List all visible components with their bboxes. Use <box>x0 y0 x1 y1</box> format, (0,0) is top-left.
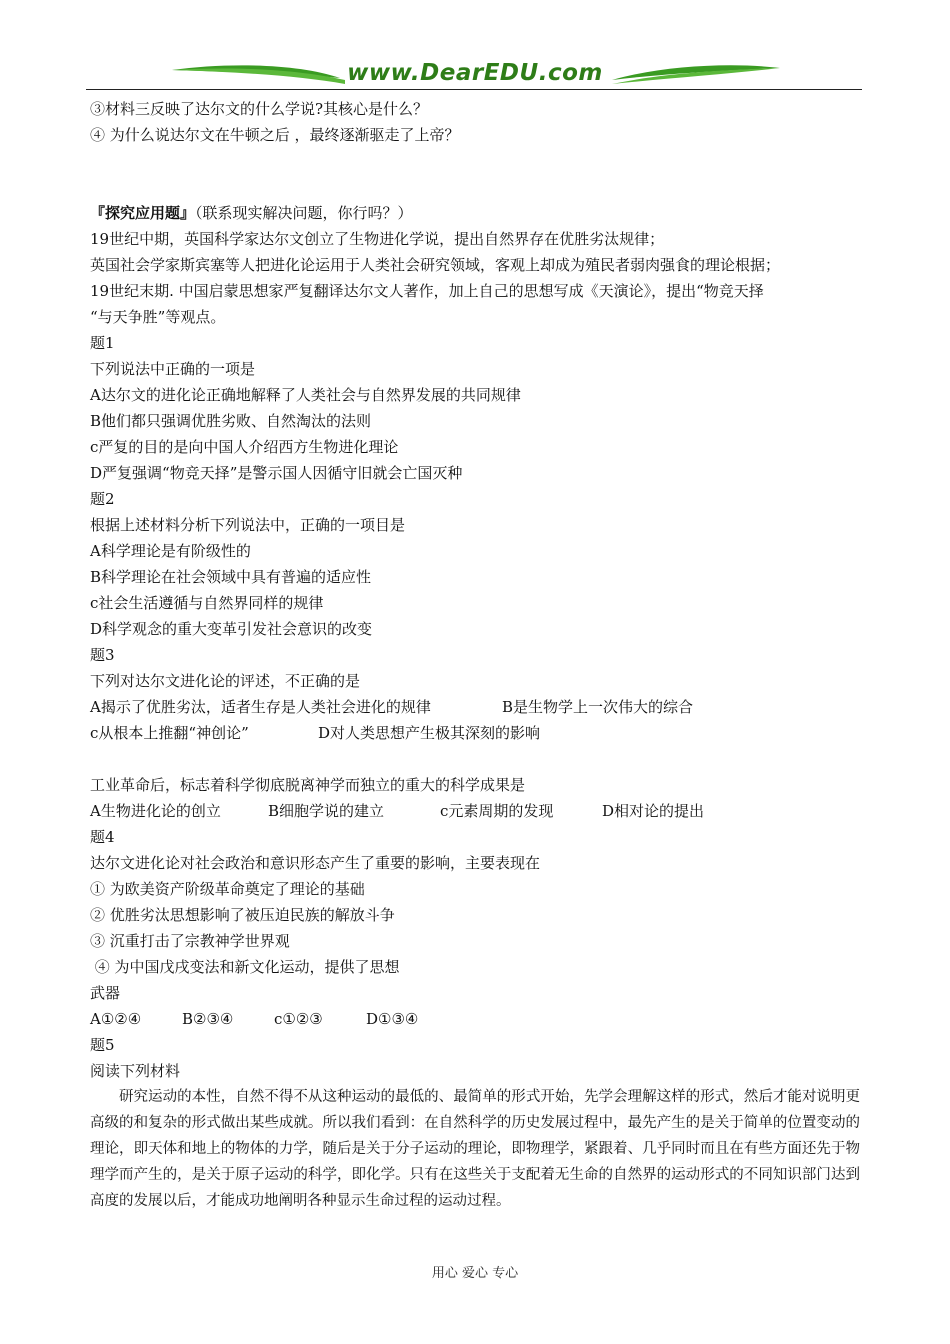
question-4-label: 题4 <box>90 828 115 846</box>
question-5-stem: 阅读下列材料 <box>90 1062 181 1080</box>
question-5-material <box>90 1084 860 1214</box>
question-2-option-a: A科学理论是有阶级性的 <box>90 542 251 560</box>
question-1-option-a: A达尔文的进化论正确地解释了人类社会与自然界发展的共同规律 <box>90 386 521 404</box>
extra-option-b: B细胞学说的建立 <box>268 802 385 820</box>
question-4-option-a: A①②④ <box>90 1010 142 1028</box>
question-3-label: 题3 <box>90 646 115 664</box>
question-3-option-a: A揭示了优胜劣汰，适者生存是人类社会进化的规律 <box>90 698 431 716</box>
question-4-item: ② 优胜劣汰思想影响了被压迫民族的解放斗争 <box>90 906 395 924</box>
question-4-item: 武器 <box>90 984 121 1002</box>
section-title: 『探究应用题』 <box>90 204 196 222</box>
question-1-option-d: D严复强调“物竞天择”是警示国人因循守旧就会亡国灭种 <box>90 464 463 482</box>
page-header <box>0 0 950 100</box>
question-4-stem: 达尔文进化论对社会政治和意识形态产生了重要的影响，主要表现在 <box>90 854 541 872</box>
question-4-item: ④ 为中国戊戌变法和新文化运动，提供了思想 <box>90 958 400 976</box>
question-3-options-row-2 <box>90 720 870 746</box>
material-paragraph: 研究运动的本性，自然不得不从这种运动的最低的、最简单的形式开始，先学会理解这样的形式，然后才能对说明更高级的和复杂的形式做出某些成就。所以我们看到：在自然科学的历史发展过程中，最先产生的是关于简单的位置变动的理论，即天体和地上的物体的力学，随后是关于分子运动的理论，即物理学，紧跟着、几乎同时而且在有些方面还先于物理学而产生的，是关于原子运动的科学，即化学。只有在这些关于支配着无生命的自然界的运动形式的不同知识部门达到高度的发展以后，才能成功地阐明各种显示生命过程的运动过程。 <box>90 1089 860 1209</box>
question-4-item: ① 为欧美资产阶级革命奠定了理论的基础 <box>90 880 365 898</box>
header-divider <box>86 89 862 90</box>
question-2-label: 题2 <box>90 490 115 508</box>
background-line: 19世纪末期. 中国启蒙思想家严复翻译达尔文人著作，加上自己的思想写成《天演论》，提出“物竞天择 <box>90 282 764 300</box>
question-4-item: ③ 沉重打击了宗教神学世界观 <box>90 932 290 950</box>
extra-option-a: A生物进化论的创立 <box>90 802 221 820</box>
section-subtitle: （联系现实解决问题，你行吗？） <box>195 204 413 222</box>
question-4-option-c: c①②③ <box>274 1010 323 1028</box>
background-line: 英国社会学家斯宾塞等人把进化论运用于人类社会研究领域，客观上却成为殖民者弱肉强食的理论根据； <box>90 256 781 274</box>
question-3-stem: 下列对达尔文进化论的评述，不正确的是 <box>90 672 361 690</box>
question-1-option-c: c严复的目的是向中国人介绍西方生物进化理论 <box>90 438 399 456</box>
question-5-label: 题5 <box>90 1036 115 1054</box>
intro-question-3: ③材料三反映了达尔文的什么学说?其核心是什么？ <box>90 100 429 118</box>
question-2-option-c: c社会生活遵循与自然界同样的规律 <box>90 594 324 612</box>
extra-option-d: D相对论的提出 <box>602 802 705 820</box>
question-4-option-b: B②③④ <box>182 1010 234 1028</box>
extra-question-options <box>90 798 870 824</box>
intro-question-4: ④ 为什么说达尔文在牛顿之后 ，最终逐渐驱走了上帝？ <box>90 126 460 144</box>
question-4-options <box>90 1006 870 1032</box>
question-3-option-c: c从根本上推翻“神创论” <box>90 724 249 742</box>
question-1-label: 题1 <box>90 334 115 352</box>
question-3-option-d: D对人类思想产生极其深刻的影响 <box>318 724 541 742</box>
page-footer: 用心 爱心 专心 <box>431 1266 519 1281</box>
background-line: 19世纪中期，英国科学家达尔文创立了生物进化学说，提出自然界存在优胜劣汰规律； <box>90 230 665 248</box>
section-heading <box>90 200 870 226</box>
question-4-option-d: D①③④ <box>366 1010 419 1028</box>
background-line: “与天争胜”等观点。 <box>90 308 226 326</box>
question-3-option-b: B是生物学上一次伟大的综合 <box>502 698 694 716</box>
question-2-option-d: D科学观念的重大变革引发社会意识的改变 <box>90 620 373 638</box>
extra-option-c: c元素周期的发现 <box>440 802 554 820</box>
extra-question-stem: 工业革命后，标志着科学彻底脱离神学而独立的重大的科学成果是 <box>90 776 526 794</box>
question-3-options-row-1 <box>90 694 870 720</box>
site-url-logo[interactable]: www.DearEDU.com <box>347 60 603 86</box>
question-2-option-b: B科学理论在社会领域中具有普遍的适应性 <box>90 568 372 586</box>
question-2-stem: 根据上述材料分析下列说法中，正确的一项目是 <box>90 516 406 534</box>
question-1-stem: 下列说法中正确的一项是 <box>90 360 256 378</box>
question-1-option-b: B他们都只强调优胜劣败、自然淘汰的法则 <box>90 412 372 430</box>
document-body <box>90 96 870 1214</box>
